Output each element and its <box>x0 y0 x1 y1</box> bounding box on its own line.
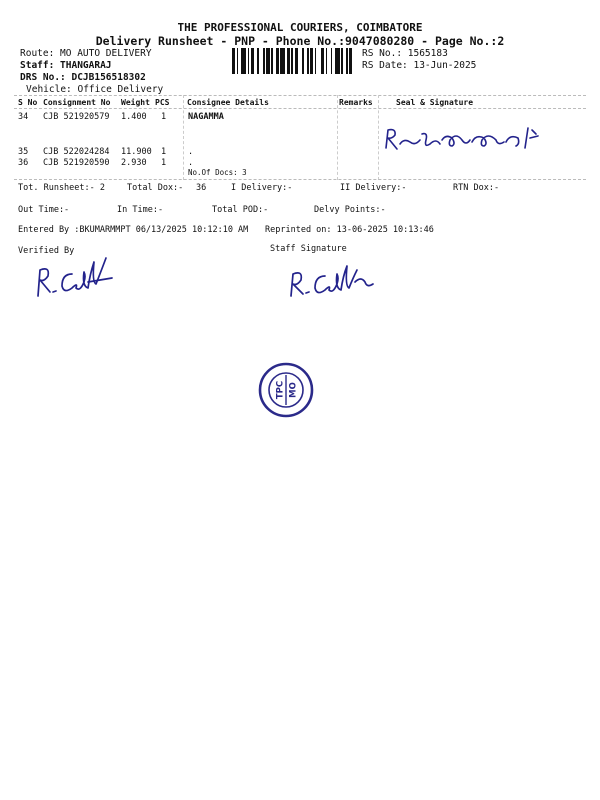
col-divider <box>337 95 338 180</box>
row-consignment: CJB 522024284 <box>43 147 110 157</box>
staff-label: Staff: THANGARAJ <box>20 60 112 71</box>
route-label: Route: MO AUTO DELIVERY <box>20 48 152 59</box>
row-sno: 36 <box>18 158 29 168</box>
rs-date: RS Date: 13-Jun-2025 <box>362 60 477 71</box>
row-consignment: CJB 521920579 <box>43 112 110 122</box>
row-pcs: 1 <box>161 158 167 168</box>
ii-delivery: II Delivery:- <box>340 183 407 193</box>
tpc-seal-icon <box>258 362 314 418</box>
verified-by-label: Verified By <box>18 246 75 256</box>
total-pod: Total POD:- <box>212 205 269 215</box>
col-sno: S No <box>18 98 38 107</box>
row-sno: 35 <box>18 147 29 157</box>
entered-by: Entered By :BKUMARMMPT 06/13/2025 10:12:10 AM <box>18 225 249 235</box>
company-title: THE PROFESSIONAL COURIERS, COIMBATORE <box>177 21 423 34</box>
col-pcs: PCS <box>155 98 170 107</box>
row-consignment: CJB 521920590 <box>43 158 110 168</box>
row-consignee: NAGAMMA <box>188 112 224 122</box>
rtn-dox: RTN Dox:- <box>453 183 500 193</box>
staff-signature-label: Staff Signature <box>270 244 347 254</box>
no-of-docs: No.Of Docs: 3 <box>188 168 247 177</box>
runsheet-subtitle: Delivery Runsheet - PNP - Phone No.:9047080280 - Page No.:2 <box>95 34 505 48</box>
vehicle-label: Vehicle: Office Delivery <box>26 84 164 95</box>
delvy-points: Delvy Points:- <box>314 205 386 215</box>
table-bottom-rule <box>14 179 586 180</box>
total-dox-value: 36 <box>196 183 207 193</box>
staff-signature <box>285 258 380 300</box>
col-weight: Weight <box>121 98 150 107</box>
i-delivery: I Delivery:- <box>231 183 293 193</box>
verifier-signature <box>28 252 118 300</box>
rs-number: RS No.: 1565183 <box>362 48 448 59</box>
row-weight: 1.400 <box>121 112 147 122</box>
row-weight: 2.930 <box>121 158 147 168</box>
table-top-rule <box>14 95 586 96</box>
col-divider <box>183 95 184 180</box>
col-consignee: Consignee Details <box>187 98 269 107</box>
row-weight: 11.900 <box>121 147 152 157</box>
out-time: Out Time:- <box>18 205 70 215</box>
row-sno: 34 <box>18 112 29 122</box>
table-header-rule <box>14 108 586 109</box>
col-seal: Seal & Signature <box>396 98 474 107</box>
col-divider <box>378 95 379 180</box>
row-consignee: . <box>188 147 194 157</box>
row-pcs: 1 <box>161 112 167 122</box>
recipient-signature <box>380 122 550 156</box>
col-consignment: Consignment No <box>43 98 111 107</box>
barcode-image <box>232 48 356 74</box>
barcode-bar <box>352 48 355 74</box>
total-dox-label: Total Dox:- <box>127 183 184 193</box>
row-consignee: . <box>188 158 194 168</box>
col-remarks: Remarks <box>339 98 373 107</box>
reprinted-on: Reprinted on: 13-06-2025 10:13:46 <box>265 225 434 235</box>
tot-runsheet: Tot. Runsheet:- 2 <box>18 183 105 193</box>
drs-number: DRS No.: DCJB156518302 <box>20 72 146 83</box>
seal-text-tpc: TPC <box>275 380 286 400</box>
in-time: In Time:- <box>117 205 164 215</box>
row-pcs: 1 <box>161 147 167 157</box>
seal-text-mo: MO <box>288 382 299 398</box>
